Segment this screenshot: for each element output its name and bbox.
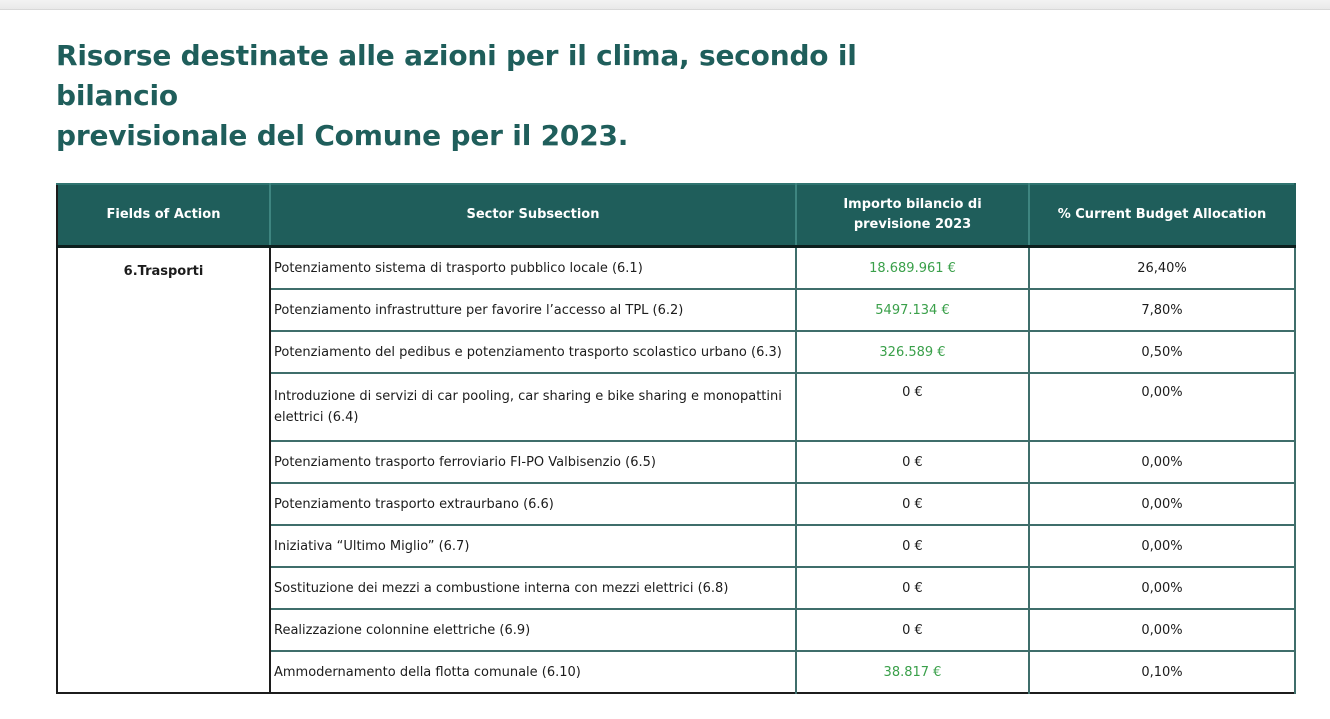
amount-cell: 0 €: [796, 609, 1029, 651]
allocation-cell: 0,00%: [1029, 609, 1295, 651]
table-row: [57, 247, 1295, 290]
header-budget-amount: Importo bilancio di previsione 2023: [796, 184, 1029, 247]
allocation-cell: 0,10%: [1029, 651, 1295, 693]
amount-cell: 5497.134 €: [796, 289, 1029, 331]
subsection-cell: Potenziamento sistema di trasporto pubblico locale (6.1): [270, 247, 796, 290]
allocation-cell: 0,00%: [1029, 483, 1295, 525]
subsection-cell: Potenziamento trasporto ferroviario FI-PO Valbisenzio (6.5): [270, 441, 796, 483]
amount-cell: 326.589 €: [796, 331, 1029, 373]
subsection-cell: Introduzione di servizi di car pooling, car sharing e bike sharing e monopattini elettrici (6.4): [270, 373, 796, 441]
allocation-cell: 0,00%: [1029, 525, 1295, 567]
allocation-cell: 0,00%: [1029, 567, 1295, 609]
page-title: [56, 36, 956, 156]
subsection-cell: Realizzazione colonnine elettriche (6.9): [270, 609, 796, 651]
allocation-cell: 7,80%: [1029, 289, 1295, 331]
amount-cell: 0 €: [796, 483, 1029, 525]
top-bar: [0, 0, 1330, 10]
header-fields-of-action: Fields of Action: [57, 184, 270, 247]
allocation-cell: 26,40%: [1029, 247, 1295, 290]
field-of-action-cell: 6.Trasporti: [57, 247, 270, 694]
budget-table: [56, 183, 1296, 694]
amount-cell: 0 €: [796, 525, 1029, 567]
amount-cell: 0 €: [796, 373, 1029, 441]
page-title-line-2: previsionale del Comune per il 2023.: [56, 119, 629, 152]
allocation-cell: 0,00%: [1029, 373, 1295, 441]
subsection-cell: Potenziamento trasporto extraurbano (6.6): [270, 483, 796, 525]
table-header-row: [57, 184, 1295, 247]
page-title-line-1: Risorse destinate alle azioni per il clima, secondo il bilancio: [56, 39, 857, 112]
amount-cell: 18.689.961 €: [796, 247, 1029, 290]
header-sector-subsection: Sector Subsection: [270, 184, 796, 247]
subsection-cell: Potenziamento del pedibus e potenziamento trasporto scolastico urbano (6.3): [270, 331, 796, 373]
subsection-cell: Potenziamento infrastrutture per favorire l’accesso al TPL (6.2): [270, 289, 796, 331]
amount-cell: 0 €: [796, 567, 1029, 609]
header-budget-allocation: % Current Budget Allocation: [1029, 184, 1295, 247]
allocation-cell: 0,50%: [1029, 331, 1295, 373]
subsection-cell: Sostituzione dei mezzi a combustione interna con mezzi elettrici (6.8): [270, 567, 796, 609]
amount-cell: 0 €: [796, 441, 1029, 483]
subsection-cell: Ammodernamento della flotta comunale (6.10): [270, 651, 796, 693]
allocation-cell: 0,00%: [1029, 441, 1295, 483]
amount-cell: 38.817 €: [796, 651, 1029, 693]
subsection-cell: Iniziativa “Ultimo Miglio” (6.7): [270, 525, 796, 567]
